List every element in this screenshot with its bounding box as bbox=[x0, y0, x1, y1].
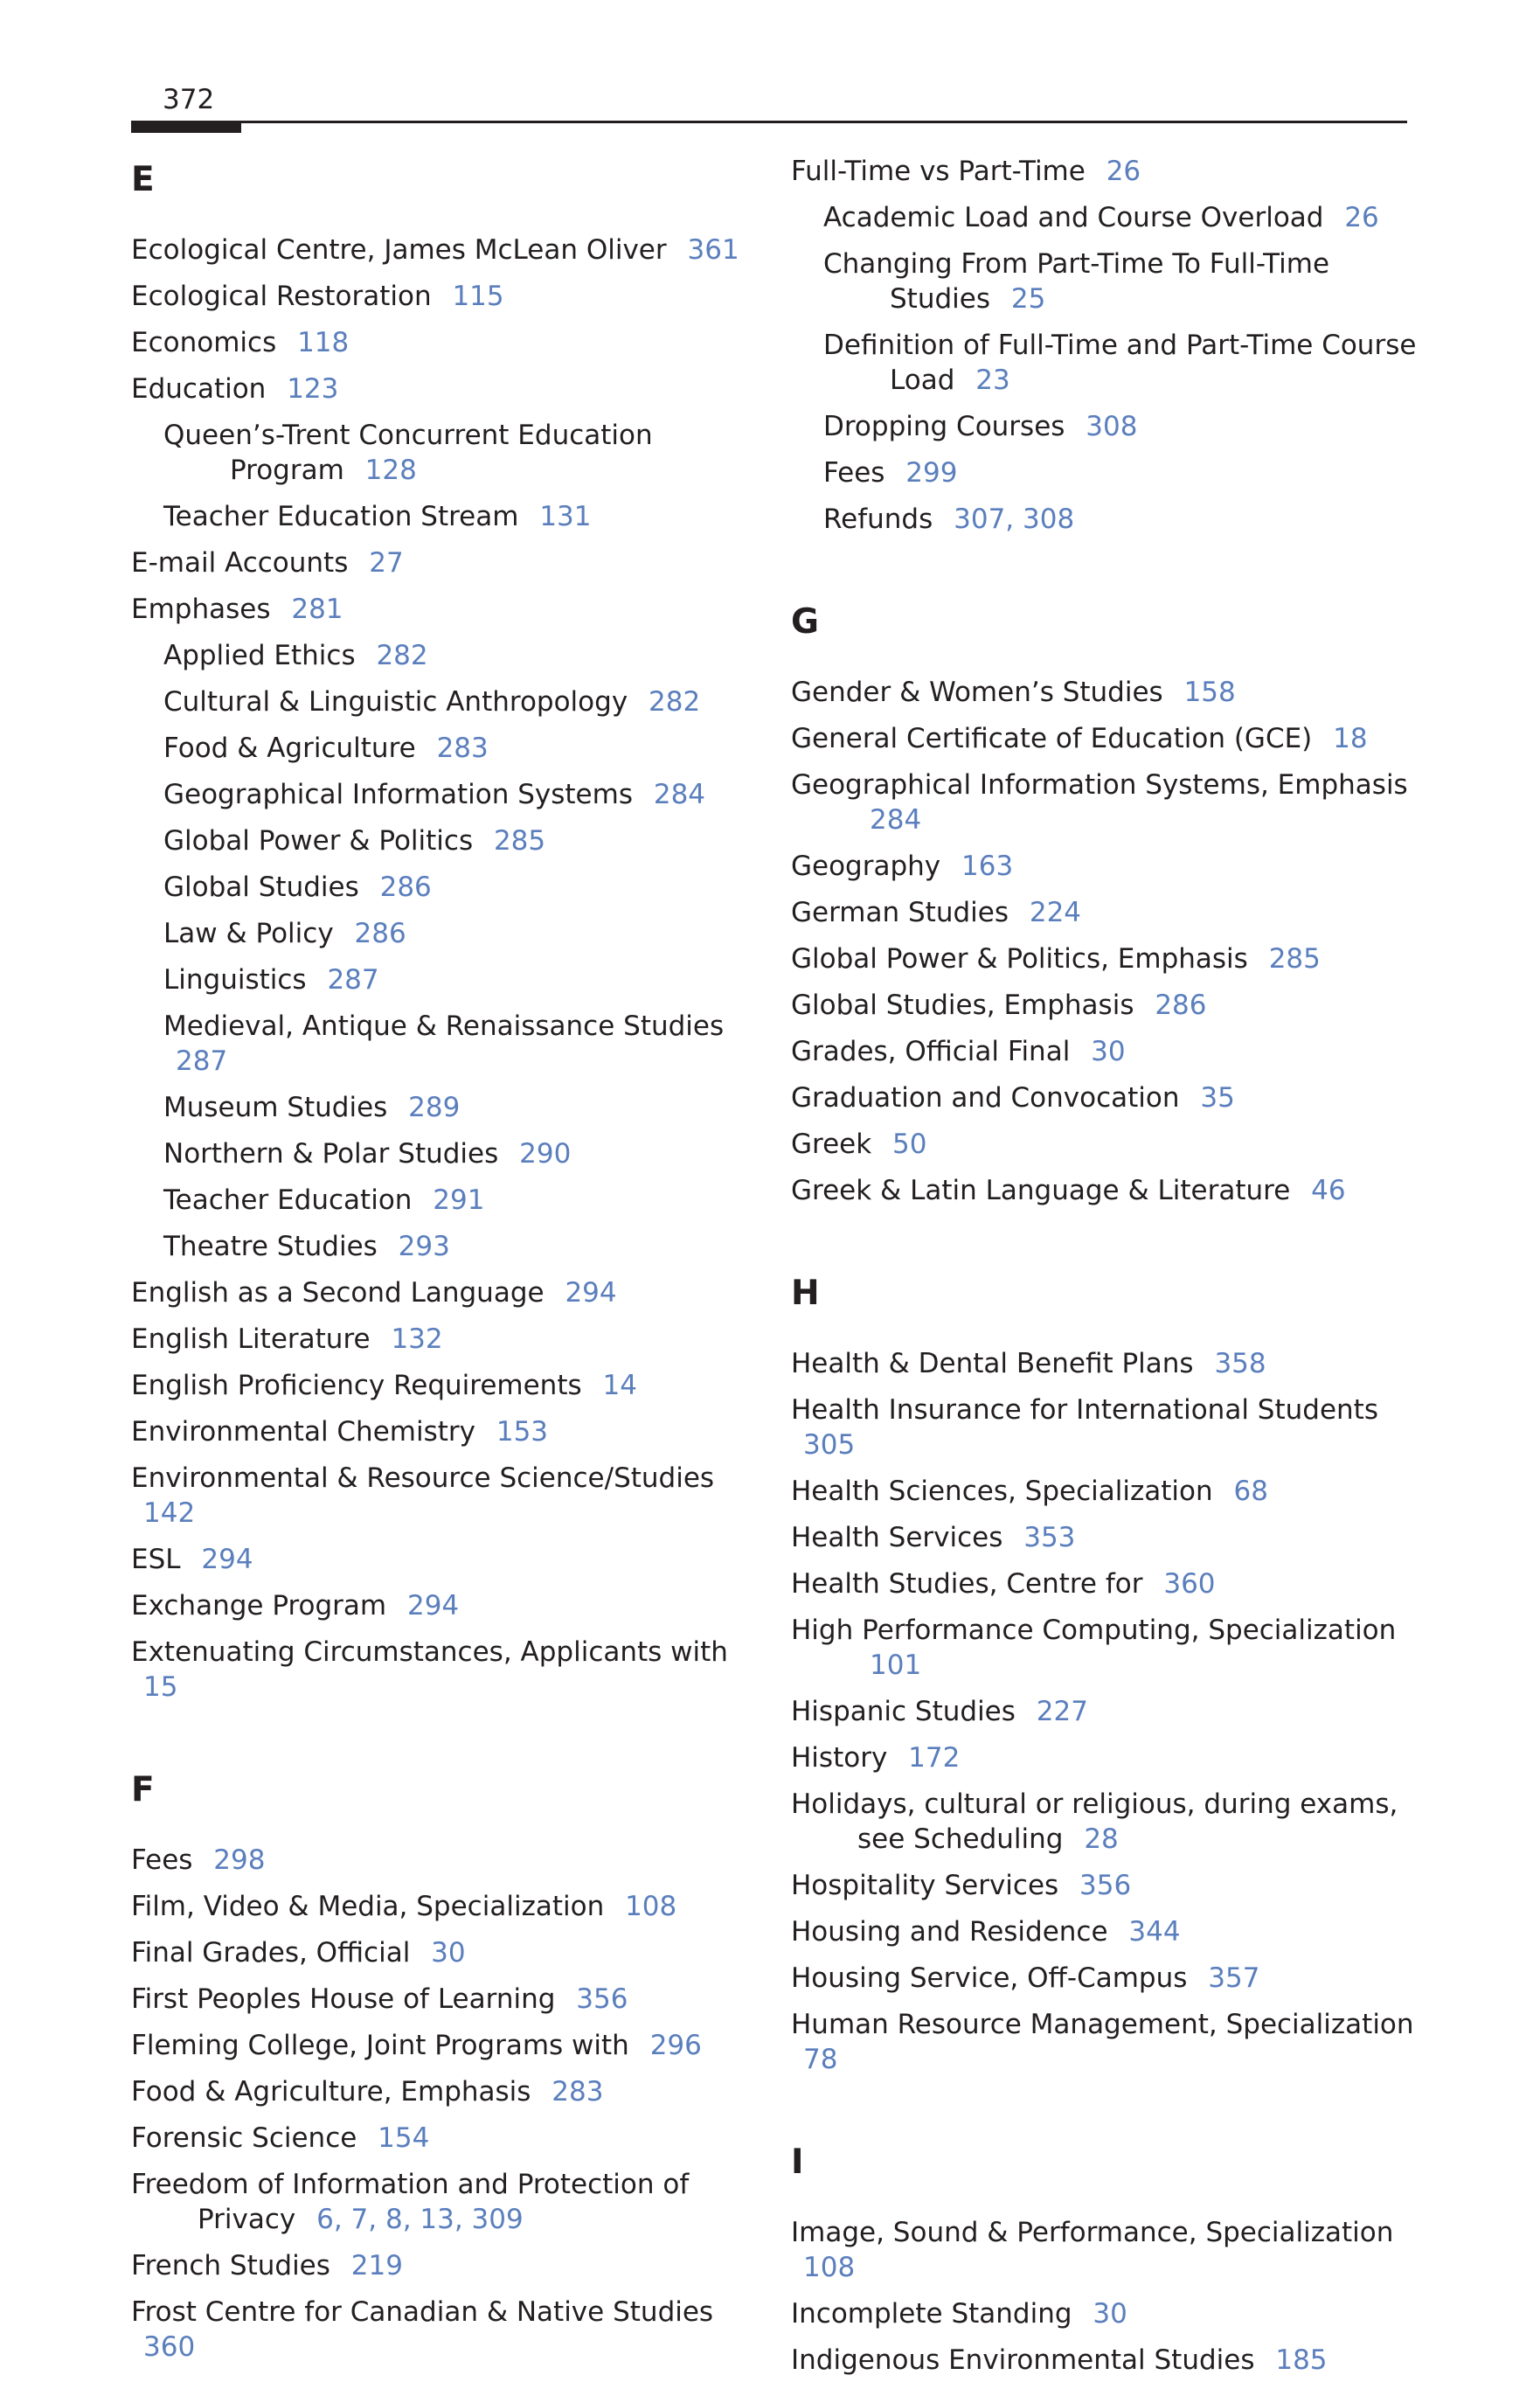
entry-text: Theatre Studies bbox=[163, 1231, 378, 1262]
index-entry bbox=[131, 1414, 760, 1449]
entry-text: History bbox=[791, 1742, 888, 1774]
entry-text: Law & Policy bbox=[163, 918, 334, 949]
page-number: 372 bbox=[163, 84, 215, 115]
entry-page-reference: 101 bbox=[870, 1649, 922, 1681]
index-entry bbox=[131, 1275, 760, 1310]
entry-page-reference: 305 bbox=[803, 1429, 856, 1461]
entry-text: Hospitality Services bbox=[791, 1870, 1059, 1901]
entry-page-reference: 283 bbox=[551, 2076, 604, 2108]
entry-page-reference: 219 bbox=[350, 2250, 403, 2281]
index-entry bbox=[791, 1127, 1420, 1162]
entry-text: Extenuating Circumstances, Applicants with bbox=[131, 1636, 728, 1668]
index-subentry bbox=[791, 200, 1420, 235]
entry-page-reference: 284 bbox=[653, 779, 706, 810]
entry-page-reference: 294 bbox=[201, 1544, 253, 1575]
index-entry bbox=[131, 372, 760, 406]
entry-text: High Performance Computing, Specialization bbox=[791, 1615, 1397, 1646]
entry-text: Health & Dental Benefit Plans bbox=[791, 1348, 1194, 1379]
entry-text: German Studies bbox=[791, 897, 1009, 928]
section-letter: I bbox=[791, 2142, 804, 2182]
entry-page-reference: 30 bbox=[1093, 2298, 1127, 2330]
index-subentry bbox=[131, 1136, 760, 1171]
index-entry bbox=[791, 2215, 1420, 2285]
entry-page-reference: 356 bbox=[576, 1983, 628, 2015]
entry-text: Film, Video & Media, Specialization bbox=[131, 1891, 605, 1922]
index-subentry bbox=[131, 1229, 760, 1264]
index-entry bbox=[131, 2028, 760, 2063]
entry-text: Queen’s-Trent Concurrent Education Program bbox=[163, 420, 653, 486]
entry-text: Ecological Centre, James McLean Oliver bbox=[131, 234, 667, 266]
entry-text: Holidays, cultural or religious, during exams, see Scheduling bbox=[791, 1788, 1398, 1855]
index-subentry bbox=[131, 823, 760, 858]
index-entry bbox=[131, 1935, 760, 1970]
entry-page-reference: 360 bbox=[1163, 1568, 1216, 1600]
entry-page-reference: 15 bbox=[143, 1671, 178, 1703]
entry-page-reference: 142 bbox=[143, 1497, 196, 1529]
entry-page-reference: 285 bbox=[493, 825, 546, 857]
entry-text: Freedom of Information and Protection of Privacy bbox=[131, 2169, 690, 2235]
index-subentry bbox=[131, 962, 760, 997]
entry-text: Environmental Chemistry bbox=[131, 1416, 475, 1448]
entry-page-reference: 282 bbox=[649, 686, 701, 718]
entry-text: Health Insurance for International Students bbox=[791, 1394, 1378, 1426]
entry-page-reference: 172 bbox=[908, 1742, 961, 1774]
index-subentry bbox=[131, 777, 760, 812]
index-subentry bbox=[131, 638, 760, 673]
entry-text: Definition of Full-Time and Part-Time Course Load bbox=[823, 330, 1417, 396]
entry-page-reference: 308 bbox=[1086, 411, 1138, 442]
index-entry bbox=[131, 2074, 760, 2109]
entry-text: Food & Agriculture, Emphasis bbox=[131, 2076, 531, 2108]
entry-text: E-mail Accounts bbox=[131, 547, 349, 579]
entry-text: Linguistics bbox=[163, 964, 307, 996]
index-entry bbox=[131, 233, 760, 267]
index-column-left bbox=[131, 154, 760, 2376]
entry-page-reference: 118 bbox=[297, 327, 350, 358]
entry-page-reference: 30 bbox=[1091, 1036, 1126, 1067]
index-entry bbox=[791, 154, 1420, 189]
entry-page-reference: 26 bbox=[1106, 156, 1141, 187]
entry-page-reference: 78 bbox=[803, 2044, 838, 2075]
entry-page-reference: 163 bbox=[961, 851, 1014, 882]
entry-page-reference: 298 bbox=[213, 1844, 266, 1876]
entry-page-reference: 115 bbox=[452, 281, 504, 312]
index-entry bbox=[131, 1635, 760, 1705]
entry-page-reference: 158 bbox=[1183, 677, 1236, 708]
entry-text: Greek bbox=[791, 1129, 872, 1160]
index-entry bbox=[791, 1787, 1420, 1857]
entry-page-reference: 6, 7, 8, 13, 309 bbox=[316, 2204, 524, 2235]
entry-text: Full-Time vs Part-Time bbox=[791, 156, 1086, 187]
index-entry bbox=[791, 1914, 1420, 1949]
index-subentry bbox=[791, 455, 1420, 490]
entry-page-reference: 293 bbox=[398, 1231, 450, 1262]
entry-text: Global Studies, Emphasis bbox=[791, 990, 1134, 1021]
index-entry bbox=[131, 1982, 760, 2017]
entry-text: Refunds bbox=[823, 503, 933, 535]
entry-text: Museum Studies bbox=[163, 1092, 388, 1123]
entry-page-reference: 284 bbox=[870, 804, 922, 836]
index-subentry bbox=[131, 731, 760, 766]
entry-page-reference: 287 bbox=[176, 1045, 228, 1077]
index-entry bbox=[791, 2007, 1420, 2077]
index-entry bbox=[131, 1889, 760, 1924]
entry-page-reference: 128 bbox=[364, 455, 417, 486]
entry-page-reference: 290 bbox=[519, 1138, 572, 1170]
entry-page-reference: 283 bbox=[436, 733, 489, 764]
entry-page-reference: 25 bbox=[1010, 283, 1046, 315]
index-entry bbox=[791, 1080, 1420, 1115]
entry-page-reference: 27 bbox=[369, 547, 404, 579]
index-entry bbox=[791, 1034, 1420, 1069]
entry-text: Global Power & Politics bbox=[163, 825, 474, 857]
entry-page-reference: 296 bbox=[649, 2030, 702, 2061]
entry-text: Forensic Science bbox=[131, 2122, 357, 2154]
entry-page-reference: 35 bbox=[1200, 1082, 1235, 1114]
entry-text: Dropping Courses bbox=[823, 411, 1065, 442]
header-rule bbox=[131, 121, 1407, 123]
index-entry bbox=[131, 1322, 760, 1357]
entry-page-reference: 154 bbox=[378, 2122, 430, 2154]
entry-text: ESL bbox=[131, 1544, 181, 1575]
entry-page-reference: 28 bbox=[1084, 1823, 1119, 1855]
entry-page-reference: 227 bbox=[1036, 1696, 1088, 1727]
index-subentry bbox=[791, 247, 1420, 316]
entry-text: Gender & Women’s Studies bbox=[791, 677, 1163, 708]
section-letter: H bbox=[791, 1274, 820, 1313]
entry-page-reference: 285 bbox=[1268, 943, 1321, 975]
entry-page-reference: 108 bbox=[625, 1891, 677, 1922]
index-entry bbox=[791, 1392, 1420, 1462]
entry-text: English Proficiency Requirements bbox=[131, 1370, 582, 1401]
entry-text: Geographical Information Systems, Emphasis bbox=[791, 769, 1408, 801]
entry-text: Fees bbox=[823, 457, 885, 489]
index-entry bbox=[131, 2121, 760, 2156]
entry-text: Global Power & Politics, Emphasis bbox=[791, 943, 1248, 975]
entry-text: Food & Agriculture bbox=[163, 733, 416, 764]
entry-text: Final Grades, Official bbox=[131, 1937, 411, 1969]
index-entry bbox=[791, 767, 1420, 837]
entry-text: Health Services bbox=[791, 1522, 1003, 1553]
entry-text: Housing and Residence bbox=[791, 1916, 1108, 1948]
index-entry bbox=[131, 279, 760, 314]
entry-text: Graduation and Convocation bbox=[791, 1082, 1180, 1114]
entry-page-reference: 344 bbox=[1128, 1916, 1181, 1948]
entry-text: Cultural & Linguistic Anthropology bbox=[163, 686, 628, 718]
index-entry bbox=[791, 1694, 1420, 1729]
entry-page-reference: 360 bbox=[143, 2331, 196, 2363]
index-entry bbox=[791, 2296, 1420, 2331]
entry-text: Geographical Information Systems bbox=[163, 779, 633, 810]
index-entry bbox=[791, 941, 1420, 976]
entry-page-reference: 358 bbox=[1214, 1348, 1266, 1379]
entry-text: Image, Sound & Performance, Specialization bbox=[791, 2217, 1394, 2248]
index-entry bbox=[131, 1368, 760, 1403]
entry-text: Changing From Part-Time To Full-Time Studies bbox=[823, 248, 1330, 315]
index-entry bbox=[791, 1173, 1420, 1208]
index-entry bbox=[791, 1566, 1420, 1601]
entry-text: French Studies bbox=[131, 2250, 330, 2281]
index-subentry bbox=[131, 499, 760, 534]
entry-text: First Peoples House of Learning bbox=[131, 1983, 556, 2015]
index-entry bbox=[791, 675, 1420, 710]
index-entry bbox=[131, 2248, 760, 2283]
index-subentry bbox=[131, 1090, 760, 1125]
entry-text: Teacher Education bbox=[163, 1184, 413, 1216]
entry-text: Applied Ethics bbox=[163, 640, 356, 671]
entry-page-reference: 132 bbox=[391, 1323, 443, 1355]
entry-text: Economics bbox=[131, 327, 277, 358]
entry-text: Hispanic Studies bbox=[791, 1696, 1016, 1727]
index-subentry bbox=[131, 1009, 760, 1079]
entry-page-reference: 185 bbox=[1275, 2344, 1328, 2376]
index-subentry bbox=[131, 418, 760, 488]
entry-page-reference: 294 bbox=[565, 1277, 617, 1309]
index-entry bbox=[791, 1346, 1420, 1381]
entry-page-reference: 361 bbox=[687, 234, 739, 266]
header-tab-mark bbox=[131, 122, 241, 133]
index-entry bbox=[791, 1520, 1420, 1555]
index-entry bbox=[791, 988, 1420, 1023]
entry-page-reference: 289 bbox=[408, 1092, 461, 1123]
entry-text: Fees bbox=[131, 1844, 193, 1876]
entry-text: Environmental & Resource Science/Studies bbox=[131, 1462, 715, 1494]
index-subentry bbox=[131, 684, 760, 719]
entry-text: Incomplete Standing bbox=[791, 2298, 1072, 2330]
entry-text: Human Resource Management, Specialization bbox=[791, 2009, 1414, 2040]
entry-page-reference: 286 bbox=[379, 872, 432, 903]
entry-text: Housing Service, Off-Campus bbox=[791, 1962, 1188, 1994]
index-subentry bbox=[131, 870, 760, 905]
entry-text: Ecological Restoration bbox=[131, 281, 432, 312]
entry-text: Frost Centre for Canadian & Native Studies bbox=[131, 2296, 714, 2328]
entry-text: Northern & Polar Studies bbox=[163, 1138, 499, 1170]
index-entry bbox=[131, 1461, 760, 1531]
entry-page-reference: 108 bbox=[803, 2252, 856, 2283]
index-entry bbox=[131, 592, 760, 627]
entry-text: Education bbox=[131, 373, 267, 405]
entry-page-reference: 50 bbox=[892, 1129, 927, 1160]
entry-page-reference: 282 bbox=[376, 640, 428, 671]
entry-page-reference: 18 bbox=[1333, 723, 1368, 754]
section-letter: G bbox=[791, 602, 820, 642]
entry-page-reference: 299 bbox=[905, 457, 958, 489]
index-subentry bbox=[791, 502, 1420, 537]
index-entry bbox=[791, 1474, 1420, 1509]
index-entry bbox=[791, 895, 1420, 930]
index-column-right bbox=[791, 154, 1420, 2389]
entry-page-reference: 224 bbox=[1029, 897, 1082, 928]
entry-text: English Literature bbox=[131, 1323, 371, 1355]
entry-page-reference: 307, 308 bbox=[954, 503, 1075, 535]
entry-text: Health Studies, Centre for bbox=[791, 1568, 1143, 1600]
index-entry bbox=[791, 1740, 1420, 1775]
entry-text: Health Sciences, Specialization bbox=[791, 1476, 1213, 1507]
index-entry bbox=[131, 545, 760, 580]
entry-text: Exchange Program bbox=[131, 1590, 387, 1622]
section-letter: E bbox=[131, 160, 155, 199]
index-entry bbox=[131, 2295, 760, 2365]
entry-text: Global Studies bbox=[163, 872, 359, 903]
index-entry bbox=[791, 849, 1420, 884]
index-entry bbox=[131, 2167, 760, 2237]
index-entry bbox=[131, 1542, 760, 1577]
entry-text: Teacher Education Stream bbox=[163, 501, 519, 532]
entry-text: Fleming College, Joint Programs with bbox=[131, 2030, 629, 2061]
section-letter: F bbox=[131, 1770, 155, 1809]
entry-page-reference: 131 bbox=[539, 501, 592, 532]
index-entry bbox=[131, 325, 760, 360]
entry-page-reference: 287 bbox=[327, 964, 379, 996]
entry-page-reference: 30 bbox=[431, 1937, 466, 1969]
index-entry bbox=[791, 721, 1420, 756]
entry-page-reference: 26 bbox=[1344, 202, 1379, 233]
index-entry bbox=[791, 1868, 1420, 1903]
entry-page-reference: 14 bbox=[602, 1370, 637, 1401]
entry-text: Emphases bbox=[131, 594, 271, 625]
entry-page-reference: 294 bbox=[406, 1590, 460, 1622]
entry-page-reference: 286 bbox=[1155, 990, 1207, 1021]
index-entry bbox=[791, 2343, 1420, 2378]
entry-page-reference: 356 bbox=[1079, 1870, 1132, 1901]
entry-page-reference: 286 bbox=[354, 918, 406, 949]
index-entry bbox=[131, 1588, 760, 1623]
index-entry bbox=[791, 1961, 1420, 1996]
index-subentry bbox=[131, 1183, 760, 1218]
index-entry bbox=[131, 1843, 760, 1878]
entry-text: Grades, Official Final bbox=[791, 1036, 1071, 1067]
entry-text: English as a Second Language bbox=[131, 1277, 545, 1309]
entry-text: Indigenous Environmental Studies bbox=[791, 2344, 1255, 2376]
entry-page-reference: 153 bbox=[496, 1416, 549, 1448]
entry-page-reference: 68 bbox=[1233, 1476, 1268, 1507]
entry-text: Academic Load and Course Overload bbox=[823, 202, 1324, 233]
index-subentry bbox=[131, 916, 760, 951]
entry-page-reference: 291 bbox=[433, 1184, 485, 1216]
entry-page-reference: 46 bbox=[1311, 1175, 1346, 1206]
entry-page-reference: 23 bbox=[975, 365, 1010, 396]
index-subentry bbox=[791, 409, 1420, 444]
entry-text: Greek & Latin Language & Literature bbox=[791, 1175, 1291, 1206]
index-entry bbox=[791, 1613, 1420, 1683]
entry-page-reference: 353 bbox=[1023, 1522, 1076, 1553]
index-subentry bbox=[791, 328, 1420, 398]
entry-text: Geography bbox=[791, 851, 941, 882]
entry-page-reference: 357 bbox=[1208, 1962, 1260, 1994]
entry-page-reference: 281 bbox=[291, 594, 343, 625]
entry-text: Medieval, Antique & Renaissance Studies bbox=[163, 1010, 725, 1042]
entry-text: General Certificate of Education (GCE) bbox=[791, 723, 1313, 754]
entry-page-reference: 123 bbox=[287, 373, 339, 405]
